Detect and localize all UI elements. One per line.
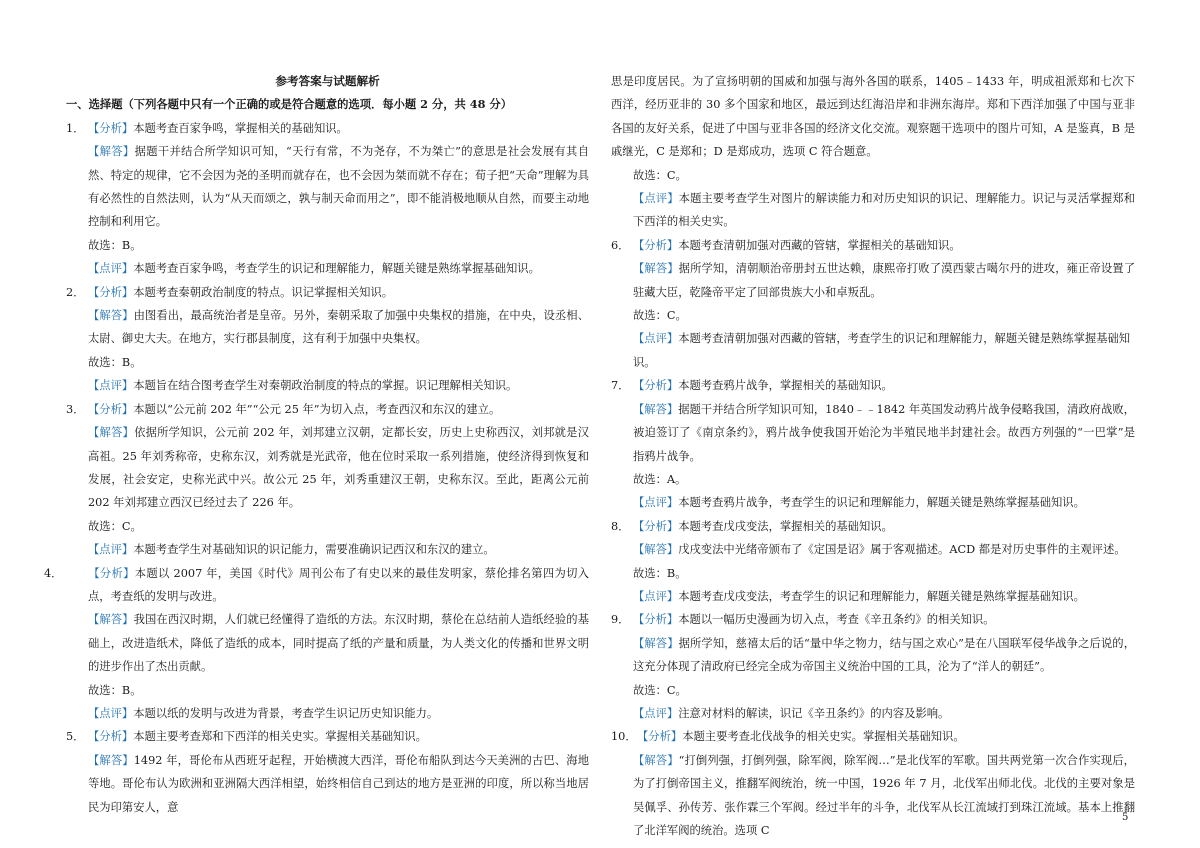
jieda-tag: 【解答】 — [88, 145, 135, 159]
dianping-tag: 【点评】 — [633, 589, 679, 603]
fenxi-text: 本题以一幅历史漫画为切入点，考查《辛丑条约》的相关知识。 — [678, 613, 995, 627]
dianping-text: 注意对材料的解读，识记《辛丑条约》的内容及影响。 — [678, 706, 950, 720]
jieda-text: 戊戌变法中光绪帝颁布了《定国是诏》属于客观描述。ACD 都是对历史事件的主观评述。 — [678, 543, 1126, 557]
fenxi-text: 本题考查百家争鸣，掌握相关的基础知识。 — [133, 121, 348, 135]
fenxi-text: 本题以 2007 年，美国《时代》周刊公布了有史以来的最佳发明家，蔡伦排名第四为切入点，考查纸的发明与改进。 — [88, 566, 589, 603]
question-10-fenxi — [611, 725, 1135, 748]
fenxi-tag: 【分析】 — [637, 730, 683, 744]
jieda-tag: 【解答】 — [633, 543, 679, 557]
question-number: 6． — [611, 238, 630, 252]
question-6-jieda — [611, 257, 1135, 304]
question-5-jieda-continued: 思是印度居民。为了宣扬明朝的国威和加强与海外各国的联系，1405﹣1433 年，明成祖派郑和七次下西洋，经历亚非的 30 多个国家和地区，最远到达红海沿岸和非洲东海岸。郑和下西洋加强了中国与亚非各国的友好关系，促进了中国与亚非各国的经济文化交流。观察题干选项中的图片可知，A 是鉴真，B 是戚继光，C 是郑和；D 是郑成功，选项 C 符合题意。 — [611, 75, 1135, 159]
question-4-dianping — [66, 702, 589, 725]
question-number: 2． — [66, 285, 85, 299]
question-9-fenxi — [611, 608, 1135, 631]
dianping-text: 本题旨在结合图考查学生对秦朝政治制度的特点的掌握。识记理解相关知识。 — [133, 379, 518, 393]
jieda-text: 依据所学知识，公元前 202 年，刘邦建立汉朝，定都长安，历史上史称西汉，刘邦就是汉高祖。25 年刘秀称帝，史称东汉，刘秀就是光武帝，他在位时采取一系列措施，使经济得到恢复和发展，社会安定，史称光武中兴。故公元 25 年，刘秀重建汉王朝，史称东汉。至此，距离公元前 202 年刘邦建立西汉已经过去了 226 年。 — [88, 426, 589, 510]
question-6-answer: 故选：C。 — [633, 309, 687, 323]
jieda-tag: 【解答】 — [88, 613, 134, 627]
fenxi-tag: 【分析】 — [88, 402, 134, 416]
jieda-tag: 【解答】 — [633, 753, 679, 767]
question-number: 9． — [611, 613, 630, 627]
dianping-tag: 【点评】 — [633, 332, 679, 346]
question-2-jieda — [66, 304, 589, 351]
question-3-jieda — [66, 421, 589, 515]
fenxi-tag: 【分析】 — [88, 285, 134, 299]
jieda-tag: 【解答】 — [88, 753, 134, 767]
dianping-text: 本题考查学生对基础知识的识记能力，需要准确识记西汉和东汉的建立。 — [133, 543, 495, 557]
question-number: 10． — [611, 730, 637, 744]
fenxi-text: 本题考查戊戌变法，掌握相关的基础知识。 — [678, 519, 893, 533]
question-7-jieda — [611, 398, 1135, 468]
question-10-jieda — [611, 749, 1135, 843]
question-8-jieda — [611, 538, 1135, 561]
question-4-fenxi — [44, 562, 589, 609]
question-3-fenxi — [66, 398, 589, 421]
question-6-fenxi — [611, 234, 1135, 257]
question-9-answer: 故选：C。 — [633, 683, 687, 697]
dianping-tag: 【点评】 — [88, 706, 134, 720]
dianping-text: 本题考查戊戌变法，考查学生的识记和理解能力，解题关键是熟练掌握基础知识。 — [678, 589, 1085, 603]
fenxi-tag: 【分析】 — [88, 730, 134, 744]
dianping-tag: 【点评】 — [633, 192, 679, 206]
jieda-text: 据题干并结合所学知识可知，1840﹣﹣1842 年英国发动鸦片战争侵略我国，清政府战败，被迫签订了《南京条约》，鸦片战争使我国开始沦为半殖民地半封建社会。故西方列强的“一巴掌”是指鸦片战争。 — [633, 402, 1135, 463]
dianping-text: 本题主要考查学生对图片的解读能力和对历史知识的识记、理解能力。识记与灵活掌握郑和下西洋的相关史实。 — [633, 192, 1135, 229]
question-5-jieda — [66, 749, 589, 819]
fenxi-text: 本题以“公元前 202 年”“公元 25 年”为切入点，考查西汉和东汉的建立。 — [133, 402, 501, 416]
fenxi-tag: 【分析】 — [633, 379, 679, 393]
question-4-jieda — [66, 608, 589, 678]
question-7-dianping — [611, 491, 1135, 514]
question-1-fenxi — [66, 117, 589, 140]
jieda-text: 据题干并结合所学知识可知，“天行有常，不为尧存，不为桀亡”的意思是社会发展有其自然、特定的规律，它不会因为尧的圣明而就存在，也不会因为桀而就不存在；荀子把“天命”理解为具有必然性的自然法则，认为“从天而颂之，孰与制天命而用之”，即不能消极地顺从自然，而要主动地控制和利用它。 — [88, 145, 589, 229]
question-number: 4． — [44, 566, 63, 580]
question-8-answer: 故选：B。 — [633, 566, 687, 580]
dianping-tag: 【点评】 — [633, 496, 679, 510]
question-number: 8． — [611, 519, 630, 533]
fenxi-text: 本题主要考查北伐战争的相关史实。掌握相关基础知识。 — [682, 730, 965, 744]
question-5-answer: 故选：C。 — [633, 168, 687, 182]
fenxi-text: 本题考查鸦片战争，掌握相关的基础知识。 — [678, 379, 893, 393]
dianping-text: 本题考查清朝加强对西藏的管辖，考查学生的识记和理解能力，解题关键是熟练掌握基础知识。 — [633, 332, 1131, 369]
jieda-tag: 【解答】 — [88, 309, 134, 323]
fenxi-text: 本题考查秦朝政治制度的特点。识记掌握相关知识。 — [133, 285, 394, 299]
fenxi-text: 本题考查清朝加强对西藏的管辖，掌握相关的基础知识。 — [678, 238, 961, 252]
left-column — [44, 70, 589, 819]
question-3-answer: 故选：C。 — [88, 519, 142, 533]
question-5-fenxi — [66, 725, 589, 748]
dianping-tag: 【点评】 — [88, 379, 134, 393]
question-3-dianping — [66, 538, 589, 561]
dianping-text: 本题考查鸦片战争，考查学生的识记和理解能力，解题关键是熟练掌握基础知识。 — [678, 496, 1085, 510]
dianping-tag: 【点评】 — [88, 262, 134, 276]
dianping-tag: 【点评】 — [633, 706, 679, 720]
jieda-tag: 【解答】 — [88, 426, 135, 440]
section-heading: 一、选择题（下列各题中只有一个正确的或是符合题意的选项．每小题 2 分，共 48 分） — [66, 97, 513, 112]
jieda-tag: 【解答】 — [633, 402, 679, 416]
page-title: 参考答案与试题解析 — [275, 74, 380, 88]
question-2-fenxi — [66, 281, 589, 304]
dianping-tag: 【点评】 — [88, 543, 134, 557]
fenxi-tag: 【分析】 — [633, 238, 679, 252]
question-1-answer: 故选：B。 — [88, 238, 142, 252]
question-number: 1． — [66, 121, 85, 135]
question-9-jieda — [611, 632, 1135, 679]
jieda-text: “打倒列强，打倒列强，除军阀，除军阀…”是北伐军的军歌。国共两党第一次合作实现后，为了打倒帝国主义，推翻军阀统治，统一中国，1926 年 7 月，北伐军出师北伐。北伐的主要对象是吴佩孚、孙传芳、张作霖三个军阀。经过半年的斗争，北伐军从长江流域打到珠江流域。基本上推翻了北洋军阀的统治。选项 C — [633, 753, 1135, 837]
page-number: 5 — [1122, 812, 1129, 823]
question-number: 7． — [611, 379, 630, 393]
dianping-text: 本题以纸的发明与改进为背景，考查学生识记历史知识能力。 — [133, 706, 439, 720]
fenxi-tag: 【分析】 — [88, 566, 135, 580]
question-7-answer: 故选：A。 — [633, 472, 687, 486]
jieda-text: 1492 年，哥伦布从西班牙起程，开始横渡大西洋，哥伦布船队到达今天美洲的古巴、海地等地。哥伦布认为欧洲和亚洲隔大西洋相望，始终相信自己到达的地方是亚洲的印度，所以称当地居民为印第安人，意 — [88, 753, 589, 814]
question-8-dianping — [611, 585, 1135, 608]
fenxi-tag: 【分析】 — [633, 613, 679, 627]
question-7-fenxi — [611, 374, 1135, 397]
fenxi-text: 本题主要考查郑和下西洋的相关史实。掌握相关基础知识。 — [133, 730, 427, 744]
fenxi-tag: 【分析】 — [88, 121, 134, 135]
right-column — [611, 70, 1135, 842]
dianping-text: 本题考查百家争鸣，考查学生的识记和理解能力，解题关键是熟练掌握基础知识。 — [133, 262, 540, 276]
question-2-answer: 故选：B。 — [88, 355, 142, 369]
jieda-text: 由图看出，最高统治者是皇帝。另外，秦朝采取了加强中央集权的措施，在中央，设丞相、太尉、御史大夫。在地方，实行郡县制度，这有利于加强中央集权。 — [88, 309, 589, 346]
jieda-text: 据所学知，慈禧太后的话“量中华之物力，结与国之欢心”是在八国联军侵华战争之后说的，这充分体现了清政府已经完全成为帝国主义统治中国的工具，沦为了“洋人的朝廷”。 — [633, 636, 1135, 674]
jieda-text: 我国在西汉时期，人们就已经懂得了造纸的方法。东汉时期，蔡伦在总结前人造纸经验的基础上，改进造纸术，降低了造纸的成本，同时提高了纸的产量和质量，为人类文化的传播和世界文明的进步作出了杰出贡献。 — [88, 613, 589, 674]
jieda-text: 据所学知，清朝顺治帝册封五世达赖，康熙帝打败了漠西蒙古噶尔丹的进攻，雍正帝设置了驻藏大臣，乾隆帝平定了回部贵族大小和卓叛乱。 — [633, 262, 1135, 299]
question-9-dianping — [611, 702, 1135, 725]
question-number: 3． — [66, 402, 85, 416]
fenxi-tag: 【分析】 — [633, 519, 679, 533]
question-5-dianping — [611, 187, 1135, 234]
question-8-fenxi — [611, 515, 1135, 538]
question-2-dianping — [66, 374, 589, 397]
question-1-jieda — [66, 140, 589, 234]
question-4-answer: 故选：B。 — [88, 683, 142, 697]
question-6-dianping — [611, 327, 1135, 374]
question-number: 5． — [66, 730, 85, 744]
jieda-tag: 【解答】 — [633, 636, 679, 650]
question-1-dianping — [66, 257, 589, 280]
jieda-tag: 【解答】 — [633, 262, 679, 276]
